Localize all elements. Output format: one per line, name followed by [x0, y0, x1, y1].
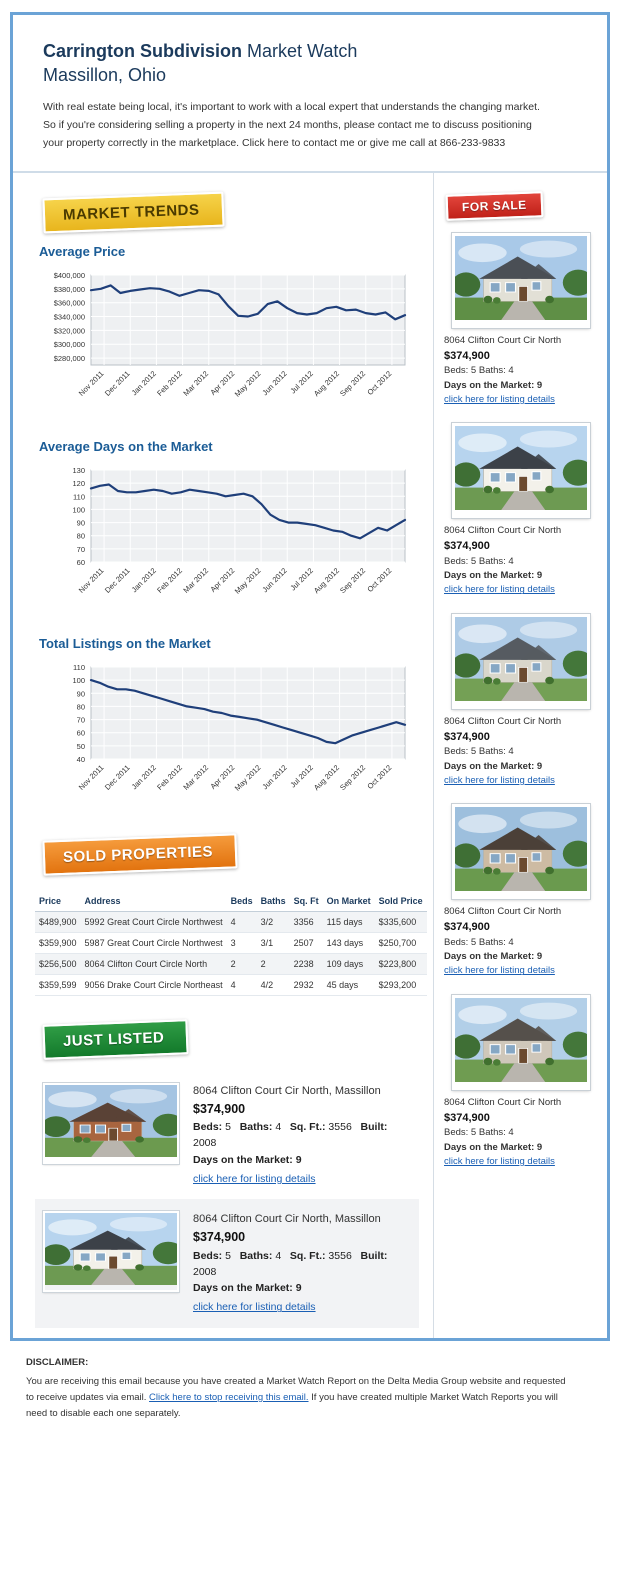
unsubscribe-link[interactable]: Click here to stop receiving this email. — [149, 1391, 309, 1403]
chart-title: Average Days on the Market — [39, 438, 213, 454]
baths-label: Baths: — [239, 1121, 273, 1134]
table-cell: 143 days — [323, 932, 375, 953]
svg-text:40: 40 — [76, 754, 85, 764]
for-sale-photo[interactable] — [452, 804, 590, 899]
for-sale-details — [444, 905, 597, 979]
svg-text:90: 90 — [76, 689, 85, 699]
table-row — [35, 932, 427, 953]
built-value: 2008 — [193, 1137, 217, 1150]
for-sale-column — [433, 173, 607, 1338]
svg-text:Apr 2012: Apr 2012 — [208, 762, 237, 791]
table-cell: 3/1 — [257, 932, 290, 953]
disclaimer-line-2-post: If you have created multiple Market Watch Reports you will — [308, 1391, 558, 1403]
for-sale-details — [444, 1096, 597, 1170]
for-sale-item — [444, 233, 597, 408]
just-listed-item — [35, 1199, 419, 1327]
table-cell: 2507 — [290, 932, 323, 953]
svg-text:Sep 2012: Sep 2012 — [338, 368, 368, 398]
chart-svg — [35, 659, 415, 811]
table-row — [35, 953, 427, 974]
for-sale-photo[interactable] — [452, 423, 590, 518]
main-column — [13, 173, 433, 1338]
property-photo — [455, 998, 587, 1082]
for-sale-price: $374,900 — [444, 1111, 490, 1124]
intro-line-3: your property correctly in the marketplace. Click here to contact me or give me call at 866-233-9833 — [43, 137, 506, 150]
svg-text:$320,000: $320,000 — [53, 326, 85, 336]
table-cell: $489,900 — [35, 911, 81, 932]
for-sale-days-on-market: Days on the Market: 9 — [444, 951, 543, 963]
listing-details — [193, 1083, 411, 1187]
for-sale-item — [444, 423, 597, 598]
svg-text:May 2012: May 2012 — [232, 762, 263, 793]
table-cell: 2932 — [290, 974, 323, 995]
for-sale-address: 8064 Clifton Court Cir North — [444, 715, 562, 727]
table-cell: $256,500 — [35, 953, 81, 974]
baths-value: 4 — [275, 1121, 282, 1134]
table-cell: 109 days — [323, 953, 375, 974]
for-sale-beds-baths: Beds: 5 Baths: 4 — [444, 936, 514, 948]
table-row — [35, 974, 427, 995]
svg-text:80: 80 — [76, 702, 85, 712]
banner-just-listed: JUST LISTED — [42, 1019, 189, 1060]
beds-label: Beds: — [193, 1121, 223, 1134]
svg-text:100: 100 — [72, 505, 85, 515]
page-title — [43, 39, 577, 88]
for-sale-photo[interactable] — [452, 614, 590, 709]
for-sale-item — [444, 995, 597, 1170]
table-cell: 4/2 — [257, 974, 290, 995]
table-cell: 2238 — [290, 953, 323, 974]
listing-photo[interactable] — [43, 1083, 179, 1164]
svg-text:Nov 2011: Nov 2011 — [76, 762, 106, 792]
listing-days-on-market: Days on the Market: 9 — [193, 1282, 302, 1295]
built-label: Built: — [360, 1249, 388, 1262]
table-cell: 5992 Great Court Circle Northwest — [81, 911, 227, 932]
table-cell: 3 — [227, 932, 257, 953]
title-rest: Market Watch — [242, 41, 358, 61]
listing-price: $374,900 — [193, 1101, 246, 1116]
listing-details-link[interactable]: click here for listing details — [193, 1172, 316, 1185]
for-sale-photo[interactable] — [452, 995, 590, 1090]
for-sale-price: $374,900 — [444, 730, 490, 743]
baths-label: Baths: — [239, 1249, 273, 1262]
intro-line-1: With real estate being local, it's important to work with a local expert that understands the changing market. — [43, 100, 540, 113]
chart-average-price — [35, 244, 419, 417]
svg-text:Jan 2012: Jan 2012 — [129, 565, 158, 594]
svg-text:90: 90 — [76, 518, 85, 528]
chart-canvas-total-listings — [35, 659, 419, 811]
chart-total-listings — [35, 636, 419, 811]
table-cell: 3356 — [290, 911, 323, 932]
sold-properties-table — [35, 892, 427, 996]
beds-label: Beds: — [193, 1249, 223, 1262]
svg-text:Oct 2012: Oct 2012 — [365, 368, 394, 397]
listing-details — [193, 1211, 411, 1315]
svg-text:110: 110 — [73, 662, 85, 672]
svg-text:50: 50 — [76, 741, 85, 751]
listing-address: 8064 Clifton Court Cir North, Massillon — [193, 1084, 381, 1097]
table-cell: 8064 Clifton Court Circle North — [81, 953, 227, 974]
listing-price: $374,900 — [193, 1230, 246, 1245]
property-photo — [455, 617, 587, 701]
svg-text:Mar 2012: Mar 2012 — [181, 368, 211, 398]
for-sale-details — [444, 715, 597, 789]
svg-text:Jun 2012: Jun 2012 — [260, 368, 289, 397]
svg-text:Sep 2012: Sep 2012 — [338, 762, 368, 792]
svg-text:60: 60 — [76, 728, 85, 738]
beds-value: 5 — [225, 1121, 231, 1134]
svg-text:Aug 2012: Aug 2012 — [311, 368, 341, 398]
just-listed-item — [35, 1071, 419, 1199]
svg-text:Jan 2012: Jan 2012 — [129, 368, 158, 397]
beds-value: 5 — [225, 1249, 231, 1262]
for-sale-price: $374,900 — [444, 921, 490, 934]
table-header-row — [35, 892, 427, 912]
sqft-label: Sq. Ft.: — [289, 1121, 326, 1134]
for-sale-price: $374,900 — [444, 540, 490, 553]
report-body — [13, 173, 607, 1338]
listing-meta — [193, 1248, 411, 1281]
chart-title: Total Listings on the Market — [39, 635, 211, 651]
column-header: Sold Price — [375, 892, 427, 912]
svg-text:Jul 2012: Jul 2012 — [288, 565, 315, 593]
svg-text:Jun 2012: Jun 2012 — [260, 762, 289, 791]
for-sale-address: 8064 Clifton Court Cir North — [444, 906, 562, 918]
svg-text:Dec 2011: Dec 2011 — [102, 565, 132, 595]
for-sale-details-link[interactable]: click here for listing details — [444, 774, 555, 786]
chart-average-days-on-market — [35, 439, 419, 614]
table-cell: 4 — [227, 911, 257, 932]
listing-address: 8064 Clifton Court Cir North, Massillon — [193, 1213, 381, 1226]
table-row — [35, 911, 427, 932]
svg-text:May 2012: May 2012 — [232, 565, 263, 596]
svg-text:May 2012: May 2012 — [232, 368, 263, 399]
svg-text:Jan 2012: Jan 2012 — [129, 762, 158, 791]
svg-text:Feb 2012: Feb 2012 — [155, 368, 184, 398]
intro-text — [43, 98, 563, 153]
svg-text:Aug 2012: Aug 2012 — [311, 565, 341, 595]
for-sale-days-on-market: Days on the Market: 9 — [444, 570, 543, 582]
svg-text:$400,000: $400,000 — [53, 270, 85, 280]
svg-text:Dec 2011: Dec 2011 — [102, 762, 132, 792]
for-sale-price: $374,900 — [444, 349, 490, 362]
table-cell: 45 days — [323, 974, 375, 995]
title-subdivision: Carrington Subdivision — [43, 41, 243, 61]
column-header: On Market — [323, 892, 375, 912]
svg-text:$280,000: $280,000 — [53, 353, 85, 363]
sqft-value: 3556 — [328, 1121, 352, 1134]
banner-sold-properties: SOLD PROPERTIES — [42, 833, 237, 875]
chart-svg — [35, 462, 415, 614]
svg-text:100: 100 — [72, 675, 85, 685]
for-sale-address: 8064 Clifton Court Cir North — [444, 1096, 562, 1108]
for-sale-beds-baths: Beds: 5 Baths: 4 — [444, 555, 514, 567]
for-sale-days-on-market: Days on the Market: 9 — [444, 760, 543, 772]
for-sale-beds-baths: Beds: 5 Baths: 4 — [444, 1127, 514, 1139]
table-cell: 3/2 — [257, 911, 290, 932]
for-sale-photo[interactable] — [452, 233, 590, 328]
table-cell: 4 — [227, 974, 257, 995]
column-header: Sq. Ft — [290, 892, 323, 912]
svg-text:$380,000: $380,000 — [53, 284, 85, 294]
table-cell: 115 days — [323, 911, 375, 932]
property-photo — [455, 426, 587, 510]
svg-text:Nov 2011: Nov 2011 — [76, 368, 106, 398]
property-photo — [45, 1213, 177, 1285]
svg-text:70: 70 — [76, 715, 85, 725]
sqft-label: Sq. Ft.: — [289, 1249, 326, 1262]
listing-details-link[interactable]: click here for listing details — [193, 1301, 316, 1314]
table-cell: $359,599 — [35, 974, 81, 995]
table-cell: 9056 Drake Court Circle Northeast — [81, 974, 227, 995]
for-sale-item — [444, 804, 597, 979]
svg-text:80: 80 — [76, 531, 85, 541]
listing-photo[interactable] — [43, 1211, 179, 1292]
svg-text:Dec 2011: Dec 2011 — [102, 368, 132, 398]
report-header — [13, 15, 607, 173]
chart-canvas-average-price — [35, 267, 419, 417]
for-sale-beds-baths: Beds: 5 Baths: 4 — [444, 365, 514, 377]
for-sale-beds-baths: Beds: 5 Baths: 4 — [444, 746, 514, 758]
for-sale-address: 8064 Clifton Court Cir North — [444, 334, 562, 346]
built-label: Built: — [360, 1121, 388, 1134]
svg-text:Feb 2012: Feb 2012 — [155, 762, 184, 792]
baths-value: 4 — [275, 1249, 282, 1262]
chart-canvas-average-days — [35, 462, 419, 614]
svg-text:Jul 2012: Jul 2012 — [288, 368, 315, 396]
svg-text:Nov 2011: Nov 2011 — [76, 565, 106, 595]
svg-text:60: 60 — [76, 557, 85, 567]
sold-table-head — [35, 892, 427, 912]
for-sale-item — [444, 614, 597, 789]
banner-market-trends: MARKET TRENDS — [42, 191, 224, 233]
svg-text:70: 70 — [76, 544, 85, 554]
for-sale-list — [444, 233, 597, 1170]
report-frame — [10, 12, 610, 1341]
column-header: Baths — [257, 892, 290, 912]
property-photo — [455, 807, 587, 891]
sqft-value: 3556 — [328, 1249, 352, 1262]
sold-table-body — [35, 911, 427, 995]
table-cell: $359,900 — [35, 932, 81, 953]
table-cell: 2 — [227, 953, 257, 974]
for-sale-details — [444, 334, 597, 408]
property-photo — [45, 1085, 177, 1157]
svg-text:130: 130 — [72, 465, 85, 475]
disclaimer — [10, 1341, 610, 1441]
chart-title: Average Price — [39, 243, 126, 259]
banner-for-sale: FOR SALE — [446, 191, 544, 221]
table-cell: 2 — [257, 953, 290, 974]
for-sale-details — [444, 524, 597, 598]
svg-text:110: 110 — [73, 492, 85, 502]
just-listed-list — [35, 1071, 419, 1328]
chart-svg — [35, 267, 415, 417]
column-header: Price — [35, 892, 81, 912]
listing-meta — [193, 1119, 411, 1152]
svg-text:Jun 2012: Jun 2012 — [260, 565, 289, 594]
disclaimer-heading: DISCLAIMER: — [26, 1356, 89, 1368]
property-photo — [455, 236, 587, 320]
svg-text:Apr 2012: Apr 2012 — [208, 368, 237, 397]
table-cell: $335,600 — [375, 911, 427, 932]
table-cell: $223,800 — [375, 953, 427, 974]
column-header: Beds — [227, 892, 257, 912]
disclaimer-line-3: need to disable each one separately. — [26, 1408, 181, 1420]
svg-text:Jul 2012: Jul 2012 — [288, 762, 315, 790]
svg-text:Mar 2012: Mar 2012 — [181, 565, 211, 595]
for-sale-address: 8064 Clifton Court Cir North — [444, 525, 562, 537]
svg-text:$340,000: $340,000 — [53, 312, 85, 322]
column-header: Address — [81, 892, 227, 912]
for-sale-details-link[interactable]: click here for listing details — [444, 965, 555, 977]
svg-text:Oct 2012: Oct 2012 — [365, 762, 394, 791]
for-sale-details-link[interactable]: click here for listing details — [444, 1155, 555, 1167]
for-sale-days-on-market: Days on the Market: 9 — [444, 379, 543, 391]
for-sale-days-on-market: Days on the Market: 9 — [444, 1141, 543, 1153]
svg-text:Apr 2012: Apr 2012 — [208, 565, 237, 594]
svg-text:Sep 2012: Sep 2012 — [338, 565, 368, 595]
disclaimer-line-1: You are receiving this email because you have created a Market Watch Report on the Delta Media Group website and requested — [26, 1375, 566, 1387]
table-cell: 5987 Great Court Circle Northwest — [81, 932, 227, 953]
svg-text:Oct 2012: Oct 2012 — [365, 565, 394, 594]
svg-text:120: 120 — [72, 478, 85, 488]
for-sale-details-link[interactable]: click here for listing details — [444, 584, 555, 596]
built-value: 2008 — [193, 1265, 217, 1278]
table-cell: $250,700 — [375, 932, 427, 953]
title-location: Massillon, Ohio — [43, 65, 167, 86]
svg-text:Mar 2012: Mar 2012 — [181, 762, 211, 792]
svg-text:$300,000: $300,000 — [53, 339, 85, 349]
listing-days-on-market: Days on the Market: 9 — [193, 1153, 302, 1166]
svg-text:Aug 2012: Aug 2012 — [311, 762, 341, 792]
intro-line-2: So if you're considering selling a property in the next 24 months, please contact me to discuss positioning — [43, 118, 532, 131]
for-sale-details-link[interactable]: click here for listing details — [444, 393, 555, 405]
table-cell: $293,200 — [375, 974, 427, 995]
svg-text:Feb 2012: Feb 2012 — [155, 565, 184, 595]
svg-text:$360,000: $360,000 — [53, 298, 85, 308]
disclaimer-line-2-pre: to receive updates via email. — [26, 1391, 150, 1403]
